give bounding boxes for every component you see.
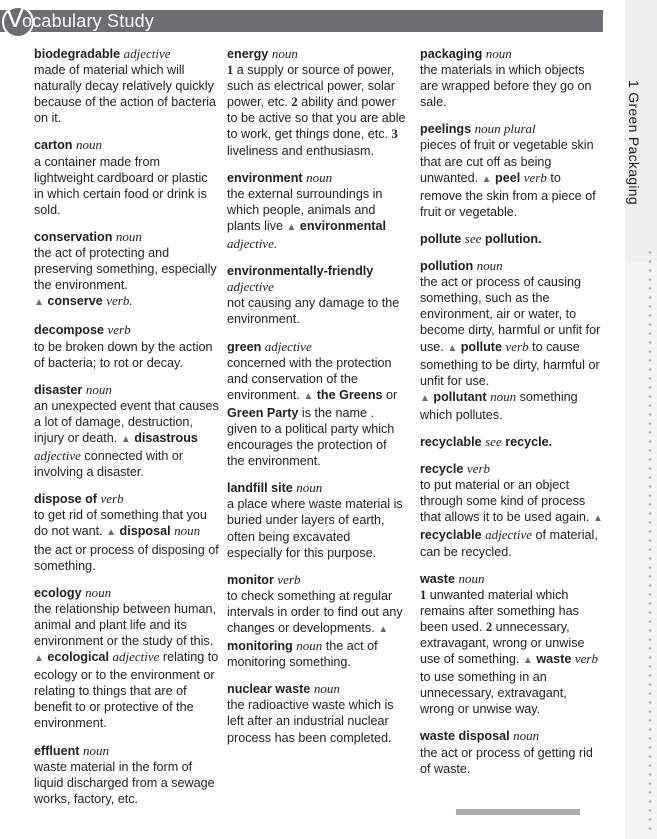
part-of-speech: adjective [264, 338, 312, 354]
definition: to put material or an object through some kind of process that allows it to be used again. [420, 478, 590, 525]
part-of-speech: noun [513, 728, 540, 744]
headword: green [227, 339, 262, 354]
part-of-speech: noun [85, 584, 112, 600]
definition: a container made from lightweight cardboard or plastic in which certain food or drink is sold. [34, 154, 208, 217]
part-of-speech: verb [466, 461, 491, 477]
page-title: ocabulary Study [22, 11, 155, 31]
definition: the external surroundings in which people, animals and plants live [227, 186, 383, 233]
derivative-definition: relating to ecology or to the environment or relating to things that are of benefit to or protective of the environment. [34, 650, 219, 731]
headword: peelings [420, 122, 472, 137]
headword: disaster [34, 382, 83, 397]
glossary-column-3 [420, 46, 604, 788]
page-edge-dots [648, 248, 652, 833]
entry-dispose-of [34, 491, 220, 573]
headword: decompose [34, 323, 104, 338]
derivative-pos: noun [296, 638, 323, 654]
derivative-headword: recyclable [420, 528, 482, 543]
headword: recyclable [420, 434, 482, 449]
headword: monitor [227, 572, 274, 587]
part-of-speech: noun [271, 46, 298, 61]
derivative-headword: peel [495, 170, 521, 185]
part-of-speech: noun [476, 258, 503, 274]
definition: waste material in the form of liquid discharged from a sewage works, factory, etc. [34, 759, 215, 806]
headword: pollution [420, 259, 474, 274]
entry-pollute-reference [420, 231, 604, 247]
derivative-definition: of material, can be recycled. [420, 528, 598, 559]
derivative-headword: pollutant [433, 389, 487, 404]
headword: packaging [420, 47, 483, 61]
derivative-definition: is the name . given to a political party which encourages the protection of the environment. [227, 405, 395, 469]
derivative-definition: to use something in an unnecessary, extravagant, wrong or unwise way. [420, 670, 567, 717]
definition: the materials in which objects are wrapped before they go on sale. [420, 63, 592, 110]
part-of-speech: noun plural [474, 121, 536, 137]
definition: the radioactive waste which is left after an industrial nuclear process has been completed. [227, 698, 394, 745]
derivative-pos: adjective [34, 448, 81, 464]
derivative-triangle-icon: ▲ [447, 342, 458, 354]
headword: landfill site [227, 481, 293, 496]
part-of-speech: verb [100, 491, 124, 507]
chapter-rail [625, 262, 657, 839]
headword: effluent [34, 743, 80, 758]
footer-decoration-bar [456, 809, 580, 815]
cross-reference-target: recycle. [505, 434, 553, 449]
glossary-column-2 [227, 46, 407, 757]
derivative-pos: adjective [112, 649, 160, 665]
sense-definition: ability and power to be active so that you are able to work, get things done, etc. [227, 95, 406, 142]
entry-nuclear-waste [227, 681, 407, 745]
derivative-definition: something which pollutes. [420, 389, 578, 422]
derivative-headword: disposal [119, 524, 171, 539]
headword: conservation [34, 229, 113, 244]
sense-number: 2 [291, 95, 298, 110]
derivative-headword: waste [536, 652, 572, 667]
part-of-speech: noun [115, 228, 142, 244]
cross-reference-target: pollution. [484, 231, 542, 246]
sense-number: 3 [391, 127, 398, 142]
headword: pollute [420, 231, 462, 246]
derivative-pos: verb [505, 338, 529, 354]
entry-waste-disposal [420, 728, 604, 776]
derivative-triangle-icon: ▲ [286, 221, 297, 233]
definition: made of material which will naturally decay relatively quickly because of the action of bacteria on it. [34, 63, 217, 126]
derivative-triangle-icon: ▲ [303, 390, 314, 402]
part-of-speech: noun [458, 570, 485, 586]
derivative-definition: to remove the skin from a piece of fruit or vegetable. [420, 170, 596, 219]
headword: dispose of [34, 492, 97, 507]
part-of-speech: noun [485, 46, 512, 61]
derivative-definition: connected with or involving a disaster. [34, 449, 184, 480]
definition: concerned with the protection and conservation of the environment. [227, 355, 392, 402]
definition: to get rid of something that you do not want. [34, 508, 207, 539]
derivative-triangle-icon: ▲ [522, 655, 533, 667]
derivative-triangle-icon: ▲ [34, 297, 44, 309]
sense-number: 1 [420, 587, 427, 602]
derivative-headword: environmental [299, 218, 386, 233]
headword: waste disposal [420, 729, 510, 744]
headword: nuclear waste [227, 682, 311, 697]
entry-environmentally-friendly [227, 263, 407, 327]
part-of-speech: verb [107, 322, 131, 338]
headword: environmentally-friendly [227, 264, 374, 279]
derivative-headword: disastrous [134, 430, 198, 445]
definition: to be broken down by the action of bacteria; to rot or decay. [34, 339, 213, 370]
headword: carton [34, 138, 73, 153]
entry-environment [227, 170, 407, 252]
entry-pollution [420, 258, 604, 423]
entry-peelings [420, 121, 604, 220]
part-of-speech: noun [296, 480, 323, 496]
part-of-speech: noun [313, 681, 340, 697]
cross-reference-see: see [464, 230, 482, 246]
part-of-speech: noun [306, 169, 333, 185]
definition: not causing any damage to the environment. [227, 296, 400, 327]
derivative-triangle-icon: ▲ [378, 624, 389, 635]
entry-landfill-site [227, 480, 407, 560]
derivative-headword: ecological [47, 650, 109, 665]
derivative-pos: adjective. [227, 236, 278, 252]
chapter-tab-label: 1 Green Packaging [626, 80, 642, 205]
entry-disaster [34, 382, 220, 481]
part-of-speech: adjective [123, 46, 171, 61]
derivative-pos: adjective [485, 527, 533, 543]
sense-number: 1 [227, 63, 234, 78]
entry-ecology [34, 585, 220, 732]
derivative-pos: verb [574, 651, 598, 667]
derivative-definition: to cause something to be dirty, harmful or unfit for use. [420, 339, 600, 388]
definition: the act or process of causing something, such as the environment, air or water, to become dirty, harmful or unfit for use. [420, 275, 601, 354]
part-of-speech: verb [277, 571, 301, 587]
part-of-speech: adjective [227, 279, 274, 295]
entry-carton [34, 137, 220, 217]
entry-energy [227, 46, 407, 159]
derivative-triangle-icon: ▲ [481, 173, 492, 185]
derivative-triangle-icon: ▲ [34, 653, 44, 665]
headword: recycle [420, 462, 464, 477]
sense-definition: unnecessary, extravagant, wrong or unwise use of something. [420, 619, 585, 667]
headword: energy [227, 47, 269, 61]
cross-reference-see: see [485, 433, 502, 449]
definition: the act or process of getting rid of waste. [420, 745, 593, 776]
entry-packaging [420, 46, 604, 110]
derivative-pos: verb [523, 169, 547, 185]
headword: biodegradable [34, 47, 121, 61]
definition: the act of protecting and preserving something, especially the environment. [34, 246, 217, 293]
derivative-headword-alt: Green Party [227, 405, 299, 420]
derivative-headword: the Greens [316, 387, 383, 402]
derivative-triangle-icon: ▲ [420, 392, 430, 404]
entry-green [227, 339, 407, 470]
definition: pieces of fruit or vegetable skin that are cut off as being unwanted. [420, 138, 594, 185]
sense-definition: liveliness and enthusiasm. [227, 143, 375, 158]
header-title-initial: V [6, 3, 25, 33]
definition: a place where waste material is buried under layers of earth, often being excavated especially for this purpose. [227, 497, 403, 560]
part-of-speech: noun [82, 742, 109, 758]
derivative-pos: noun [490, 388, 517, 404]
derivative-connector: or [386, 387, 398, 402]
entry-biodegradable [34, 46, 220, 126]
sense-definition: a supply or source of power, such as electrical power, solar power, etc. [227, 63, 395, 110]
derivative-headword: pollute [460, 339, 502, 354]
glossary-column-1 [34, 46, 220, 818]
headword: waste [420, 571, 456, 586]
part-of-speech: noun [85, 381, 112, 397]
headword: ecology [34, 585, 82, 600]
derivative-headword: conserve [47, 294, 103, 309]
sense-definition: unwanted material which remains after something has been used. [420, 587, 579, 634]
derivative-pos: verb. [106, 293, 133, 309]
entry-decompose [34, 322, 220, 370]
definition: the relationship between human, animal and plant life and its environment or the study of this. [34, 601, 217, 648]
derivative-triangle-icon: ▲ [120, 433, 131, 445]
entry-recyclable-reference [420, 434, 604, 450]
derivative-pos: noun [174, 523, 201, 539]
sense-number: 2 [485, 619, 493, 634]
definition: to check something at regular intervals in order to find out any changes or developments. [227, 588, 403, 635]
part-of-speech: noun [76, 137, 102, 153]
headword: environment [227, 170, 303, 185]
derivative-definition: the act of monitoring something. [227, 639, 378, 670]
definition: an unexpected event that causes a lot of damage, destruction, injury or death. [34, 398, 219, 445]
entry-waste [420, 571, 604, 718]
derivative-triangle-icon: ▲ [592, 513, 603, 525]
derivative-headword: monitoring [227, 639, 293, 654]
entry-conservation [34, 229, 220, 311]
derivative-definition: the act or process of disposing of something. [34, 542, 219, 573]
derivative-triangle-icon: ▲ [106, 527, 117, 539]
entry-monitor [227, 572, 407, 671]
entry-recycle [420, 461, 604, 560]
entry-effluent [34, 743, 220, 807]
